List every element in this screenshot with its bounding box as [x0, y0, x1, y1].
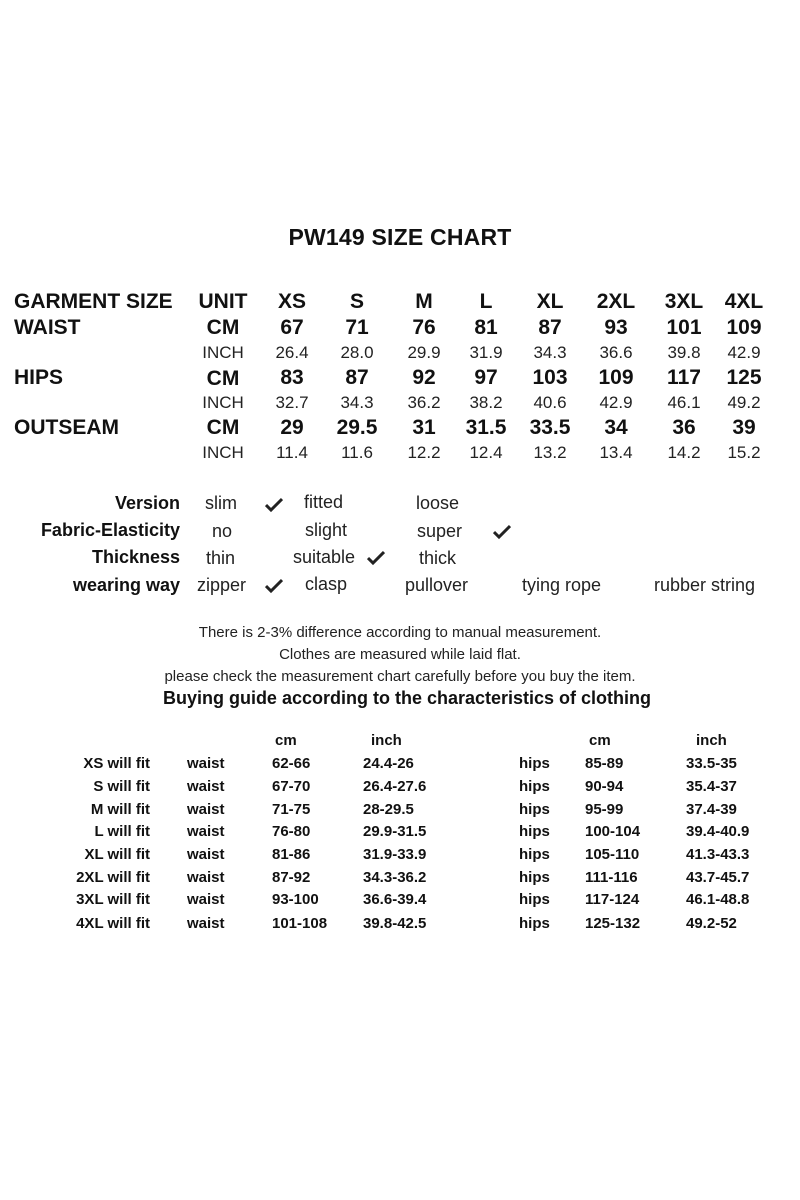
guide-fit-xs: XS will fit: [83, 755, 150, 772]
attr-option-zipper: zipper: [197, 575, 247, 595]
guide-fit-xl: XL will fit: [84, 846, 150, 863]
waist-cm-xs: 67: [280, 316, 304, 339]
size-header-m: M: [415, 290, 433, 313]
hips-cm-xs: 83: [280, 366, 304, 389]
outseam-cm-l: 31.5: [465, 416, 507, 439]
hips-cm-m: 92: [412, 366, 436, 389]
guide-hips-label: hips: [519, 823, 550, 840]
unit-cm: CM: [206, 316, 240, 339]
attr-option-thick: thick: [419, 548, 457, 568]
guide-hips-label: hips: [519, 869, 550, 886]
guide-waist-inch: 28-29.5: [363, 801, 414, 818]
guide-fit-s: S will fit: [93, 778, 150, 795]
guide-waist-label: waist: [187, 778, 225, 795]
guide-hips-cm: 125-132: [585, 915, 641, 932]
hips-inch-m: 36.2: [407, 393, 441, 412]
waist-inch-xs: 26.4: [275, 343, 309, 362]
size-header-xl: XL: [536, 290, 564, 313]
outseam-inch-xl: 13.2: [533, 443, 567, 462]
garment-size-header: GARMENT SIZE: [14, 290, 173, 313]
attr-label-fabric-elasticity: Fabric-Elasticity: [40, 520, 180, 540]
outseam-inch-3xl: 14.2: [667, 443, 701, 462]
outseam-cm-2xl: 34: [604, 416, 628, 439]
guide-hips-cm: 90-94: [585, 778, 624, 795]
attr-option-loose: loose: [416, 493, 460, 513]
waist-cm-2xl: 93: [604, 316, 628, 339]
outseam-cm-xs: 29: [280, 416, 304, 439]
guide-hips-label: hips: [519, 801, 550, 818]
unit-header: UNIT: [198, 290, 248, 313]
check-icon: [493, 524, 511, 540]
guide-hips-inch: 43.7-45.7: [686, 869, 750, 886]
waist-cm-l: 81: [474, 316, 498, 339]
row-label-waist: WAIST: [14, 316, 81, 339]
guide-hips-cm: 85-89: [585, 755, 624, 772]
guide-waist-inch: 31.9-33.9: [363, 846, 427, 863]
unit-inch: INCH: [202, 443, 244, 462]
guide-waist-cm: 87-92: [272, 869, 311, 886]
guide-waist-label: waist: [187, 915, 225, 932]
attr-label-thickness: Thickness: [91, 547, 180, 567]
guide-hips-label: hips: [519, 846, 550, 863]
size-header-3xl: 3XL: [664, 290, 704, 313]
guide-waist-cm: 76-80: [272, 823, 311, 840]
guide-waist-label: waist: [187, 846, 225, 863]
note-measurement-difference: There is 2-3% difference according to manual measurement.: [198, 624, 602, 641]
guide-fit-m: M will fit: [90, 801, 150, 818]
outseam-inch-4xl: 15.2: [727, 443, 761, 462]
waist-cm-s: 71: [345, 316, 369, 339]
waist-inch-3xl: 39.8: [667, 343, 701, 362]
buying-guide-title: Buying guide according to the characteristics of clothing: [162, 688, 652, 708]
hips-cm-3xl: 117: [667, 366, 701, 389]
guide-waist-cm: 71-75: [272, 801, 311, 818]
unit-cm: CM: [206, 416, 240, 439]
guide-waist-cm: 81-86: [272, 846, 311, 863]
outseam-inch-2xl: 13.4: [599, 443, 633, 462]
size-header-4xl: 4XL: [724, 290, 764, 313]
waist-cm-m: 76: [412, 316, 436, 339]
check-icon: [265, 497, 283, 513]
guide-hips-inch: 33.5-35: [686, 755, 737, 772]
hips-inch-2xl: 42.9: [599, 393, 633, 412]
outseam-inch-m: 12.2: [407, 443, 441, 462]
guide-fit-3xl: 3XL will fit: [76, 891, 150, 908]
guide-waist-inch: 29.9-31.5: [363, 823, 427, 840]
row-label-outseam: OUTSEAM: [14, 416, 119, 439]
guide-hips-inch: 39.4-40.9: [686, 823, 750, 840]
guide-waist-label: waist: [187, 801, 225, 818]
hips-cm-4xl: 125: [726, 366, 762, 389]
check-icon: [367, 550, 385, 566]
outseam-cm-s: 29.5: [336, 416, 378, 439]
guide-header-waist-cm: cm: [275, 732, 297, 749]
row-label-hips: HIPS: [14, 366, 64, 389]
attr-option-fitted: fitted: [304, 492, 344, 512]
hips-inch-s: 34.3: [340, 393, 374, 412]
attr-option-slight: slight: [305, 520, 348, 540]
outseam-cm-3xl: 36: [672, 416, 696, 439]
guide-waist-inch: 39.8-42.5: [363, 915, 427, 932]
guide-hips-label: hips: [519, 755, 550, 772]
hips-inch-xl: 40.6: [533, 393, 567, 412]
attr-option-slim: slim: [205, 493, 237, 513]
guide-hips-cm: 105-110: [585, 846, 640, 863]
outseam-inch-xs: 11.4: [276, 443, 308, 462]
guide-waist-inch: 36.6-39.4: [363, 891, 427, 908]
hips-cm-l: 97: [474, 366, 498, 389]
guide-hips-cm: 111-116: [585, 869, 638, 886]
unit-inch: INCH: [202, 343, 244, 362]
note-check-chart: please check the measurement chart carefully before you buy the item.: [164, 668, 636, 685]
attr-option-tying-rope: tying rope: [522, 575, 602, 595]
outseam-inch-l: 12.4: [469, 443, 503, 462]
note-laid-flat: Clothes are measured while laid flat.: [279, 646, 521, 663]
check-icon: [265, 578, 283, 594]
guide-waist-inch: 24.4-26: [363, 755, 414, 772]
waist-inch-4xl: 42.9: [727, 343, 761, 362]
attr-option-pullover: pullover: [405, 575, 469, 595]
hips-cm-2xl: 109: [598, 366, 634, 389]
hips-inch-xs: 32.7: [275, 393, 309, 412]
guide-waist-cm: 101-108: [272, 915, 328, 932]
outseam-inch-s: 11.6: [341, 443, 373, 462]
guide-header-hips-inch: inch: [696, 732, 727, 749]
waist-inch-m: 29.9: [407, 343, 441, 362]
guide-hips-label: hips: [519, 891, 550, 908]
hips-inch-4xl: 49.2: [727, 393, 761, 412]
waist-inch-l: 31.9: [469, 343, 503, 362]
outseam-cm-m: 31: [412, 416, 436, 439]
waist-cm-4xl: 109: [726, 316, 762, 339]
guide-hips-cm: 95-99: [585, 801, 624, 818]
hips-cm-s: 87: [345, 366, 369, 389]
waist-inch-s: 28.0: [340, 343, 374, 362]
guide-waist-label: waist: [187, 823, 225, 840]
hips-inch-3xl: 46.1: [667, 393, 701, 412]
attr-option-suitable: suitable: [293, 547, 356, 567]
waist-cm-xl: 87: [538, 316, 562, 339]
waist-inch-xl: 34.3: [533, 343, 567, 362]
guide-hips-label: hips: [519, 778, 550, 795]
guide-hips-inch: 37.4-39: [686, 801, 737, 818]
page-title: PW149 SIZE CHART: [288, 224, 512, 250]
attr-option-no: no: [212, 521, 233, 541]
guide-header-waist-inch: inch: [371, 732, 402, 749]
guide-hips-inch: 46.1-48.8: [686, 891, 750, 908]
attr-option-clasp: clasp: [305, 574, 348, 594]
guide-fit-4xl: 4XL will fit: [76, 915, 150, 932]
hips-cm-xl: 103: [532, 366, 568, 389]
unit-inch: INCH: [202, 393, 244, 412]
attr-option-super: super: [417, 521, 463, 541]
guide-waist-cm: 67-70: [272, 778, 311, 795]
waist-inch-2xl: 36.6: [599, 343, 633, 362]
guide-waist-label: waist: [187, 891, 225, 908]
guide-hips-label: hips: [519, 915, 550, 932]
attr-option-rubber-string: rubber string: [654, 575, 756, 595]
guide-waist-cm: 62-66: [272, 755, 311, 772]
guide-waist-inch: 26.4-27.6: [363, 778, 427, 795]
attr-label-wearing-way: wearing way: [72, 575, 180, 595]
size-header-2xl: 2XL: [596, 290, 636, 313]
waist-cm-3xl: 101: [666, 316, 702, 339]
guide-fit-l: L will fit: [94, 823, 150, 840]
guide-hips-cm: 100-104: [585, 823, 641, 840]
guide-hips-inch: 49.2-52: [686, 915, 737, 932]
guide-waist-label: waist: [187, 755, 225, 772]
guide-hips-inch: 41.3-43.3: [686, 846, 750, 863]
size-header-l: L: [479, 290, 493, 313]
guide-hips-cm: 117-124: [585, 891, 640, 908]
guide-hips-inch: 35.4-37: [686, 778, 737, 795]
outseam-cm-4xl: 39: [732, 416, 756, 439]
hips-inch-l: 38.2: [469, 393, 503, 412]
guide-waist-cm: 93-100: [272, 891, 319, 908]
guide-header-hips-cm: cm: [589, 732, 611, 749]
size-header-s: S: [349, 290, 364, 313]
attr-option-thin: thin: [206, 548, 236, 568]
outseam-cm-xl: 33.5: [529, 416, 571, 439]
attr-label-version: Version: [114, 493, 180, 513]
size-header-xs: XS: [277, 290, 306, 313]
guide-fit-2xl: 2XL will fit: [76, 869, 150, 886]
guide-waist-inch: 34.3-36.2: [363, 869, 427, 886]
unit-cm: CM: [206, 367, 240, 390]
guide-waist-label: waist: [187, 869, 225, 886]
